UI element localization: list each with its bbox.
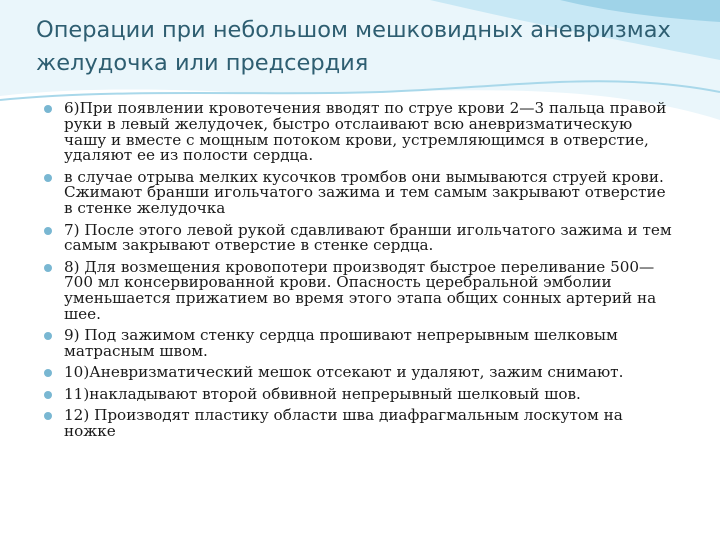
bullet-item — [44, 384, 676, 403]
bullet-dot-icon — [44, 264, 52, 272]
bullet-item — [44, 101, 676, 164]
bullet-text: 12) Производят пластику области шва диафрагмальным лоскутом на ножке — [64, 406, 623, 440]
bullet-dot-icon — [44, 391, 52, 399]
bullet-item — [44, 167, 676, 218]
bullet-dot-icon — [44, 369, 52, 377]
bullet-text: 8) Для возмещения кровопотери производят быстрое переливание 500—700 мл консервированной крови. Опасность церебральной эмболии уменьшается прижатием во время этого этапа общих сонных артерий на шее. — [64, 257, 657, 324]
bullet-dot-icon — [44, 227, 52, 235]
bullet-text: 10)Аневризматический мешок отсекают и удаляют, зажим снимают. — [64, 363, 624, 382]
bullet-text: 9) Под зажимом стенку сердца прошивают непрерывным шелковым матрасным швом. — [64, 326, 618, 361]
bullet-text: в случае отрыва мелких кусочков тромбов они вымываются струей крови. Сжимают бранши игольчатого зажима и тем самым закрывают отверстие в стенке желудочка — [64, 167, 666, 218]
bullet-dot-icon — [44, 174, 52, 182]
bullet-item — [44, 328, 676, 360]
bullet-item — [44, 408, 676, 440]
bullet-item — [44, 365, 676, 381]
slide-title: Операции при небольшом мешковидных аневризмах желудочка или предсердия — [36, 17, 671, 76]
bullet-text: 7) После этого левой рукой сдавливают бранши игольчатого зажима и тем самым закрывают отверстие в стенке сердца. — [64, 220, 672, 255]
bullet-text: 6)При появлении кровотечения вводят по струе крови 2—3 пальца правой руки в левый желудочек, быстро отслаивают всю аневризматическую чашу и вместе с мощным потоком крови, устремляющимся в отверстие, удаляют ее из полости сердца. — [64, 99, 667, 165]
bullet-dot-icon — [44, 412, 52, 420]
bullet-item — [44, 257, 676, 324]
bullet-dot-icon — [44, 332, 52, 340]
bullet-list — [44, 101, 676, 445]
bullet-text: 11)накладывают второй обвивной непрерывный шелковый шов. — [64, 384, 581, 403]
bullet-item — [44, 220, 676, 255]
bullet-dot-icon — [44, 105, 52, 113]
